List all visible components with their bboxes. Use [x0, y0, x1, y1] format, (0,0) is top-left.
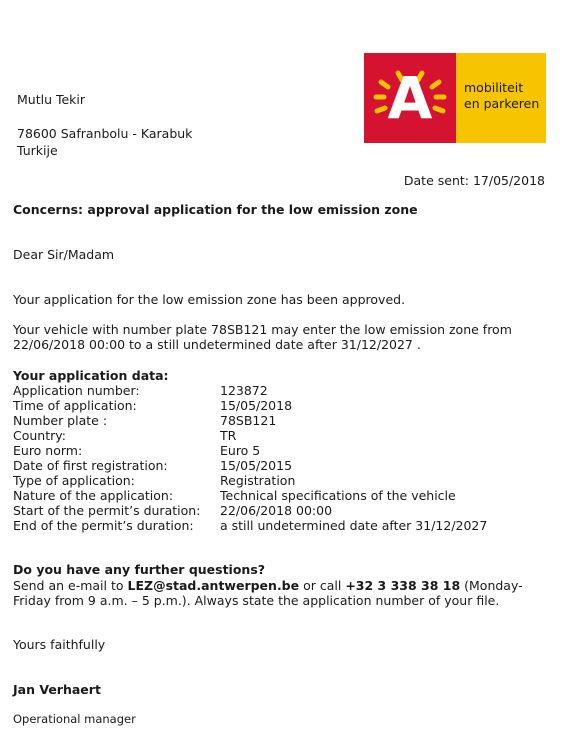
logo-letter: A	[387, 64, 433, 132]
recipient-name: Mutlu Tekir	[17, 92, 86, 107]
data-row	[13, 503, 487, 518]
data-row	[13, 488, 487, 503]
data-label: Time of application:	[13, 398, 137, 413]
logo-red-panel	[364, 53, 456, 143]
data-value: 123872	[220, 383, 268, 398]
data-row	[13, 473, 487, 488]
questions-heading: Do you have any further questions?	[13, 562, 266, 577]
logo-line-1: mobiliteit	[464, 80, 524, 95]
recipient-country: Turkije	[17, 143, 58, 158]
logo-line-2: en parkeren	[464, 96, 540, 111]
contact-line-1	[13, 578, 523, 593]
data-value: a still undetermined date after 31/12/2027	[220, 518, 488, 533]
vehicle-paragraph-line-2: 22/06/2018 00:00 to a still undetermined date after 31/12/2027 .	[13, 337, 421, 352]
signer-title: Operational manager	[13, 712, 136, 726]
data-label: Date of first registration:	[13, 458, 168, 473]
data-label: Type of application:	[13, 473, 135, 488]
data-label: Start of the permit’s duration:	[13, 503, 201, 518]
data-label: Application number:	[13, 383, 140, 398]
contact-prefix: Send an e-mail to	[13, 578, 128, 593]
data-value: 22/06/2018 00:00	[220, 503, 333, 518]
data-row	[13, 413, 487, 428]
data-value: 78SB121	[220, 413, 277, 428]
data-label: Country:	[13, 428, 66, 443]
data-label: Nature of the application:	[13, 488, 174, 503]
vehicle-paragraph-line-1: Your vehicle with number plate 78SB121 may enter the low emission zone from	[13, 322, 512, 337]
closing: Yours faithfully	[13, 637, 106, 652]
logo-text	[464, 80, 539, 112]
data-row	[13, 428, 487, 443]
data-value: 15/05/2018	[220, 398, 293, 413]
data-row	[13, 383, 487, 398]
logo	[364, 53, 546, 143]
recipient-city: 78600 Safranbolu - Karabuk	[17, 126, 193, 141]
signer-name: Jan Verhaert	[13, 682, 101, 697]
contact-phone: +32 3 338 38 18	[345, 578, 461, 593]
application-data-heading: Your application data:	[13, 368, 169, 383]
date-sent: Date sent: 17/05/2018	[403, 173, 545, 188]
data-row	[13, 398, 487, 413]
contact-middle: or call	[299, 578, 346, 593]
data-row	[13, 443, 487, 458]
data-value: TR	[220, 428, 237, 443]
data-value: Technical specifications of the vehicle	[220, 488, 456, 503]
contact-line-2: Friday from 9 a.m. – 5 p.m.). Always state the application number of your file.	[13, 593, 500, 608]
contact-suffix: (Monday-	[460, 578, 523, 593]
approval-paragraph: Your application for the low emission zone has been approved.	[13, 292, 406, 307]
data-label: Number plate :	[13, 413, 108, 428]
data-row	[13, 518, 487, 533]
data-value: Registration	[220, 473, 296, 488]
data-value: Euro 5	[220, 443, 261, 458]
data-row	[13, 458, 487, 473]
contact-email-link[interactable]: LEZ@stad.antwerpen.be	[127, 578, 300, 593]
data-label: End of the permit’s duration:	[13, 518, 194, 533]
data-value: 15/05/2015	[220, 458, 293, 473]
application-data	[13, 368, 487, 533]
data-label: Euro norm:	[13, 443, 83, 458]
greeting: Dear Sir/Madam	[13, 247, 115, 262]
subject-line: Concerns: approval application for the low emission zone	[13, 202, 418, 217]
